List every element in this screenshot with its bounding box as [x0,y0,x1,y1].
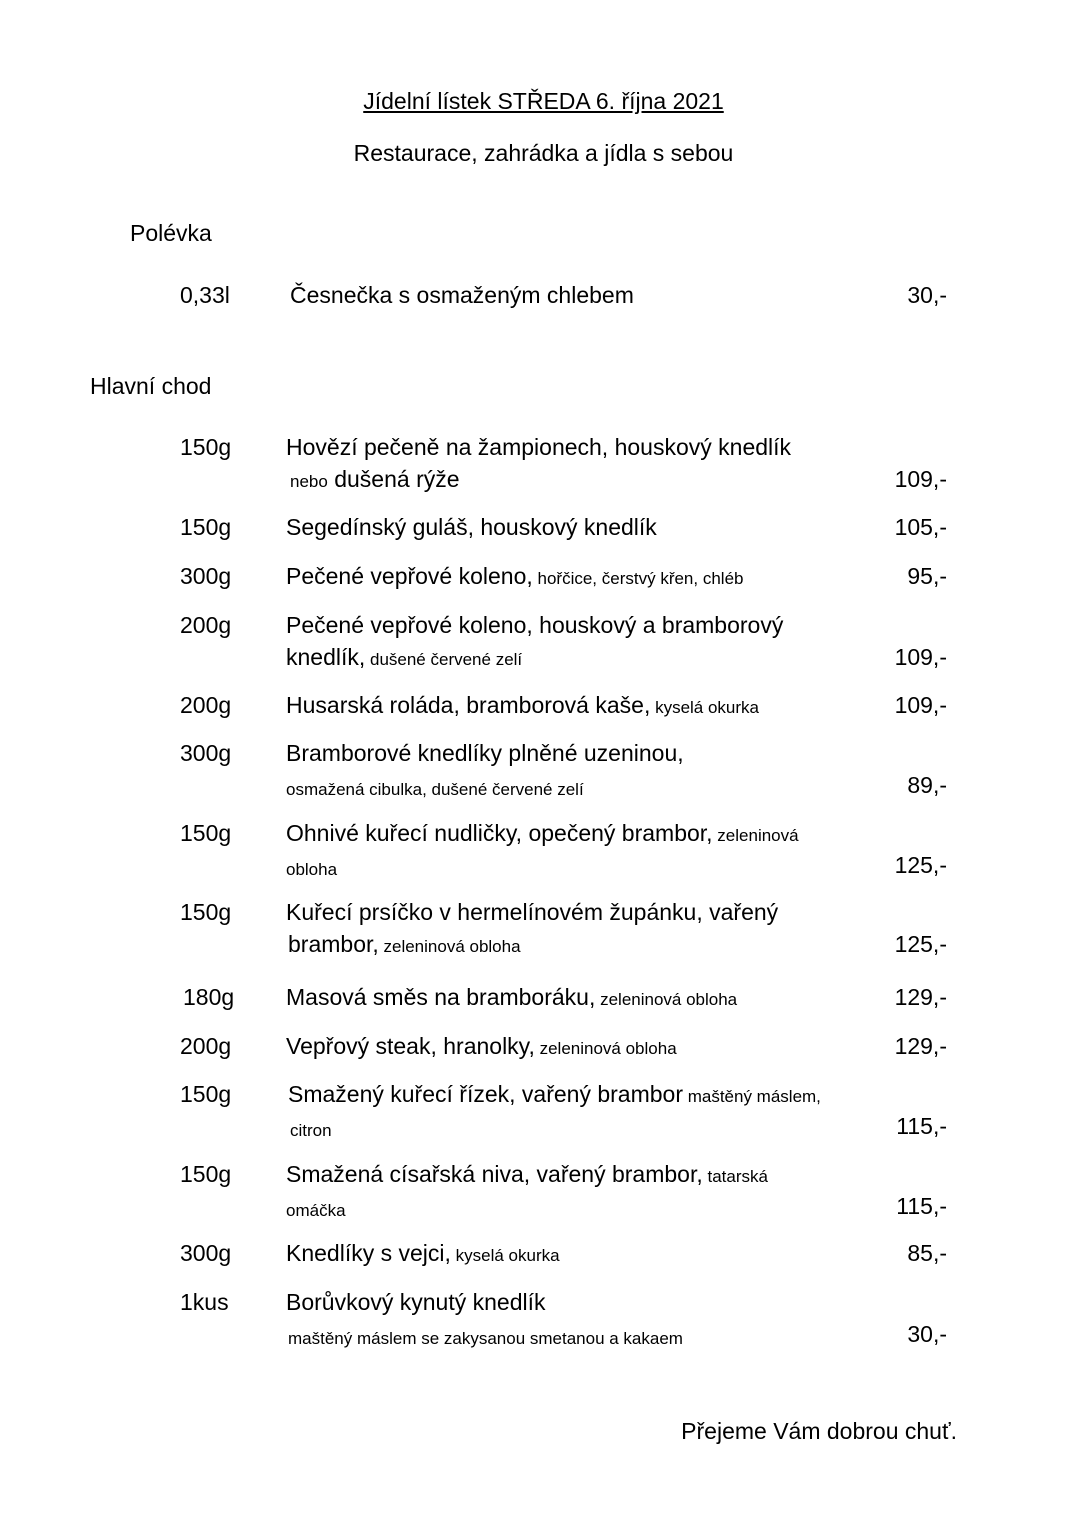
item-main-text: dušená rýže [327,466,460,492]
item-quantity: 150g [180,434,232,460]
item-name [286,740,684,767]
item-main-text: Kuřecí prsíčko v hermelínovém župánku, vařený [286,899,779,925]
item-name-line2 [290,1115,332,1142]
item-side-text: obloha [286,860,338,879]
item-price: 129,- [894,1033,947,1059]
item-quantity: 150g [180,1081,232,1107]
item-quantity: 200g [180,612,232,638]
menu-subtitle: Restaurace, zahrádka a jídla s sebou [353,140,734,166]
item-main-text: Bramborové knedlíky plněné uzeninou, [286,740,684,766]
item-main-text: Smažený kuřecí řízek, vařený brambor [288,1081,683,1107]
item-side-text: dušené červené zelí [365,650,523,669]
item-name [286,514,657,541]
item-side-text: zeleninová obloha [378,937,521,956]
item-name [286,820,799,847]
item-main-text: Hovězí pečeně na žampionech, houskový knedlík [286,434,792,460]
item-quantity: 150g [180,820,232,846]
item-side-text: tatarská [702,1167,768,1186]
item-main-text: Smažená císařská niva, vařený brambor, [286,1161,703,1187]
item-main-text: Pečené vepřové koleno, [286,563,533,589]
item-main-text: Česnečka s osmaženým chlebem [290,282,634,308]
item-quantity: 300g [180,740,232,766]
item-name [286,899,778,926]
item-price: 30,- [907,1321,947,1347]
item-name [288,1081,821,1108]
item-price: 109,- [894,692,947,718]
item-name [286,434,791,461]
item-name-line2 [288,931,521,958]
item-main-text: Ohnivé kuřecí nudličky, opečený brambor, [286,820,713,846]
item-main-text: knedlík, [286,644,366,670]
item-side-text: maštěný máslem, [682,1087,821,1106]
item-side-text: maštěný máslem se zakysanou smetanou a kakaem [288,1329,683,1348]
item-price: 125,- [894,931,947,957]
item-main-text: Husarská roláda, bramborová kaše, [286,692,651,718]
item-price: 89,- [907,772,947,798]
item-price: 129,- [894,984,947,1010]
item-quantity: 200g [180,692,232,718]
item-main-text: Pečené vepřové koleno, houskový a bramborový [286,612,784,638]
item-main-text: Vepřový steak, hranolky, [286,1033,535,1059]
main-course-heading: Hlavní chod [90,373,212,399]
item-side-text: zeleninová obloha [534,1039,677,1058]
item-name-line2 [290,466,460,493]
soup-heading: Polévka [130,220,212,246]
item-price: 105,- [894,514,947,540]
item-price: 85,- [907,1240,947,1266]
item-side-text: hořčice, čerstvý křen, chléb [532,569,744,588]
item-price: 95,- [907,563,947,589]
item-price: 109,- [894,466,947,492]
item-main-text: Segedínský guláš, houskový knedlík [286,514,657,540]
item-quantity: 300g [180,1240,232,1266]
item-main-text: brambor, [288,931,379,957]
item-side-text: zeleninová [712,826,799,845]
item-name-line2 [286,854,337,881]
item-name [286,612,783,639]
item-price: 30,- [907,282,947,308]
item-side-text: citron [290,1121,332,1140]
item-price: 109,- [894,644,947,670]
item-name [286,1161,768,1188]
item-name-line2 [286,644,522,671]
item-name [286,692,759,719]
closing-greeting: Přejeme Vám dobrou chuť. [681,1418,957,1444]
item-price: 115,- [896,1193,947,1219]
item-name [286,1240,560,1267]
menu-title: Jídelní lístek STŘEDA 6. října 2021 [363,88,724,114]
item-quantity: 200g [180,1033,232,1059]
item-side-text: omáčka [286,1201,346,1220]
item-quantity: 1kus [180,1289,229,1315]
item-side-text: kyselá okurka [450,1246,560,1265]
item-name [286,984,737,1011]
item-side-text: nebo [290,472,328,491]
item-side-text: zeleninová obloha [595,990,738,1009]
item-main-text: Borůvkový kynutý knedlík [286,1289,546,1315]
item-name-line2 [288,1323,683,1350]
item-name-line2 [286,774,584,801]
item-main-text: Knedlíky s vejci, [286,1240,451,1266]
item-price: 125,- [894,852,947,878]
item-quantity: 300g [180,563,232,589]
item-quantity: 180g [183,984,235,1010]
item-price: 115,- [896,1113,947,1139]
item-side-text: osmažená cibulka, dušené červené zelí [286,780,584,799]
item-quantity: 150g [180,899,232,925]
item-quantity: 150g [180,514,232,540]
item-main-text: Masová směs na bramboráku, [286,984,596,1010]
item-name [286,563,743,590]
item-quantity: 150g [180,1161,232,1187]
item-name [286,1033,677,1060]
item-quantity: 0,33l [180,282,230,308]
item-name [290,282,634,309]
item-name [286,1289,546,1316]
item-side-text: kyselá okurka [650,698,760,717]
item-name-line2 [286,1195,346,1222]
